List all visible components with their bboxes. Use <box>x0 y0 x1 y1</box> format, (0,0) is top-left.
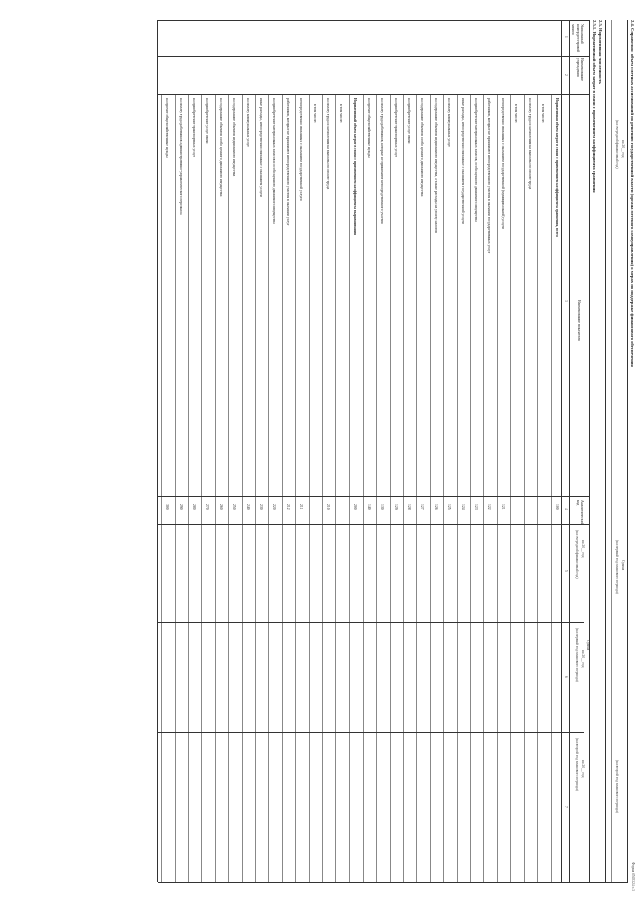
row-label: на содержание объектов особо ценного движимого имущества <box>420 98 425 197</box>
row-label: иные расходы, непосредственно связанные с оказанием услуги <box>259 98 263 197</box>
vline-6 <box>158 732 584 733</box>
section-title: 2.4. Справочно: объем сметных ассигнований по решению государственной власти (органа местного самоуправления) о мерах по поддержке финансового обеспечения <box>630 20 635 367</box>
form-code: Форма 0503324 с.3 <box>631 862 635 891</box>
row-label: на приобретение транспортных услуг <box>192 98 196 158</box>
row-divider <box>309 94 310 882</box>
row-divider <box>175 94 176 882</box>
row-divider <box>430 94 431 882</box>
row-divider <box>524 94 525 882</box>
row-divider <box>403 94 404 882</box>
table-bottom-border <box>157 20 158 882</box>
row-divider <box>510 94 511 882</box>
row-label: на оплату коммунальных услуг <box>245 98 250 148</box>
row-code: 260 <box>218 504 223 510</box>
col5-note: (на очередной финансовый год) <box>575 530 579 579</box>
sum-label: Сумма <box>586 640 591 651</box>
row-divider <box>497 94 498 882</box>
row-divider <box>228 94 229 882</box>
row-code: 126 <box>433 504 438 510</box>
header-bottom-border <box>569 20 570 882</box>
row-label: иные расходы, непосредственно связанные с оказанием государственной услуги <box>460 98 465 225</box>
col6-year: на 20__ год <box>581 650 585 668</box>
row-label: на приобретение материальных запасов и особо ценного движимого имущества <box>272 98 277 224</box>
row-label: непосредственно связанных с оказанием государственной (муниципальной) услуги <box>500 98 505 230</box>
row-label: на содержание объектов особо ценного движимого имущества <box>218 98 223 197</box>
row-code: 250 <box>232 504 237 510</box>
column-number: 7 <box>564 806 569 808</box>
row-label: на приобретение услуг связи <box>205 98 210 144</box>
top-right2-note: (на второй год планового периода) <box>615 760 619 813</box>
col1-header: Уникальный номер реестровой записи <box>571 24 584 53</box>
vline-3 <box>158 496 590 497</box>
row-label: в том числе: <box>339 104 344 124</box>
row-divider <box>390 94 391 882</box>
top-note: (на очередной финансовый год) <box>615 120 619 169</box>
row-code: 128 <box>407 504 411 510</box>
row-code: 220 <box>272 504 277 510</box>
row-divider <box>188 94 189 882</box>
row-label: на прочие общехозяйственные нужды <box>366 98 371 158</box>
column-number: 2 <box>564 74 569 76</box>
row-label: на оплату труда работников, которые не принимают непосредственного участия <box>380 98 385 224</box>
sub-title-1: 2.5. Нормативная численность <box>598 20 603 84</box>
row-code: 212 <box>285 504 290 510</box>
row-code: 100 <box>555 504 559 510</box>
row-divider <box>268 94 269 882</box>
column-number: 5 <box>564 570 569 572</box>
column-number: 1 <box>564 36 569 38</box>
top-right-note: (на первый год планового периода) <box>615 540 619 594</box>
column-number: 3 <box>564 300 569 302</box>
row-divider <box>470 94 471 882</box>
row-label: на приобретение материальных запасов, особо ценного движимого имущества <box>474 98 478 222</box>
row-divider <box>242 94 243 882</box>
row-code: 300 <box>165 504 170 510</box>
row-label: на оплату коммунальных услуг <box>447 98 452 148</box>
row-label: на оплату труда и начисления на выплаты по оплате труда <box>527 98 532 190</box>
row-divider <box>416 94 417 882</box>
row-label: Нормативная объем затрат в связи с применением коэффициента сравнения, всего <box>555 98 559 237</box>
top-year: на 20__ год <box>621 140 625 158</box>
row-code: 129 <box>393 504 398 510</box>
row-code: 121 <box>500 504 505 510</box>
row-code: 230 <box>259 504 263 510</box>
row-code: 122 <box>487 504 492 510</box>
top-line <box>627 20 628 882</box>
row-divider <box>335 94 336 882</box>
top-line-2 <box>611 20 612 882</box>
row-divider <box>201 94 202 882</box>
row-divider <box>551 94 552 882</box>
row-label: на содержание объектов недвижимого имущества, а также расходы на уплату налогов <box>433 98 438 233</box>
row-label: в том числе: <box>541 104 545 124</box>
top-line-3 <box>605 20 606 882</box>
vline-4 <box>158 524 590 525</box>
row-divider <box>457 94 458 882</box>
row-code: 125 <box>447 504 452 510</box>
row-divider <box>161 94 162 882</box>
row-divider <box>215 94 216 882</box>
vline-7 <box>158 882 628 883</box>
col2-header: Наименование учреждения <box>575 58 584 81</box>
row-divider <box>322 94 323 882</box>
row-label: Нормативный объем затрат в связи с применением коэффициента выравнивания <box>353 98 358 235</box>
vline-2 <box>158 94 590 95</box>
col6-note: (на первый год планового периода) <box>575 628 579 682</box>
row-code: 240 <box>245 504 250 510</box>
row-divider <box>255 94 256 882</box>
row-code: 280 <box>192 504 196 510</box>
row-divider <box>376 94 377 882</box>
row-label: в том числе: <box>312 104 317 124</box>
row-code: 210 <box>326 504 330 510</box>
row-divider <box>443 94 444 882</box>
row-code: 290 <box>178 504 183 510</box>
row-label: на приобретение услуг связи <box>407 98 411 144</box>
row-code: 130 <box>380 504 385 510</box>
row-label: на оплату труда и начисления на выплаты по оплате труда <box>326 98 330 190</box>
col7-year: на 20__ год <box>581 760 585 778</box>
vline-0 <box>158 20 590 21</box>
row-code: 211 <box>299 504 304 510</box>
col7-note: (на второй год планового периода) <box>575 738 579 791</box>
col4-header: Аналитический код <box>575 500 584 525</box>
column-number: 4 <box>564 508 569 510</box>
row-label: на содержание объектов недвижимого имущества <box>232 98 237 177</box>
row-label: работников, которые не принимают непосредственного участия в оказании услуг <box>285 98 290 226</box>
row-divider <box>349 94 350 882</box>
row-code: 124 <box>460 504 465 510</box>
vline-1 <box>158 56 590 57</box>
row-label: в том числе: <box>514 104 519 124</box>
row-label: на оплату труда работников административно-управленческого персонала <box>178 98 183 215</box>
row-divider <box>483 94 484 882</box>
column-number: 6 <box>564 676 569 678</box>
row-code: 140 <box>366 504 371 510</box>
row-divider <box>282 94 283 882</box>
col3-header: Наименование показателя <box>577 300 581 341</box>
colnum-bottom-border <box>561 20 562 882</box>
col5-year: на 20__ год <box>581 540 585 558</box>
row-divider <box>537 94 538 882</box>
row-code: 270 <box>205 504 210 510</box>
sub-title-2: 2.5.1. Нормативный объем затрат в связи с применением коэффициента сравнения <box>592 20 597 193</box>
row-divider <box>363 94 364 882</box>
row-label: на приобретение транспортных услуг <box>393 98 398 158</box>
table-top-border <box>589 20 590 882</box>
row-label: работников, которые не принимают непосредственного участия в оказании государственных услуг <box>487 98 492 254</box>
row-label: на прочие общехозяйственные нужды <box>165 98 170 158</box>
vline-5 <box>158 622 584 623</box>
row-code: 200 <box>353 504 358 510</box>
row-code: 123 <box>474 504 478 510</box>
top-sum-label: Сумма <box>621 560 625 571</box>
row-label: непосредственно связанных с оказанием государственной услуги <box>299 98 304 201</box>
row-divider <box>295 94 296 882</box>
row-code: 127 <box>420 504 425 510</box>
